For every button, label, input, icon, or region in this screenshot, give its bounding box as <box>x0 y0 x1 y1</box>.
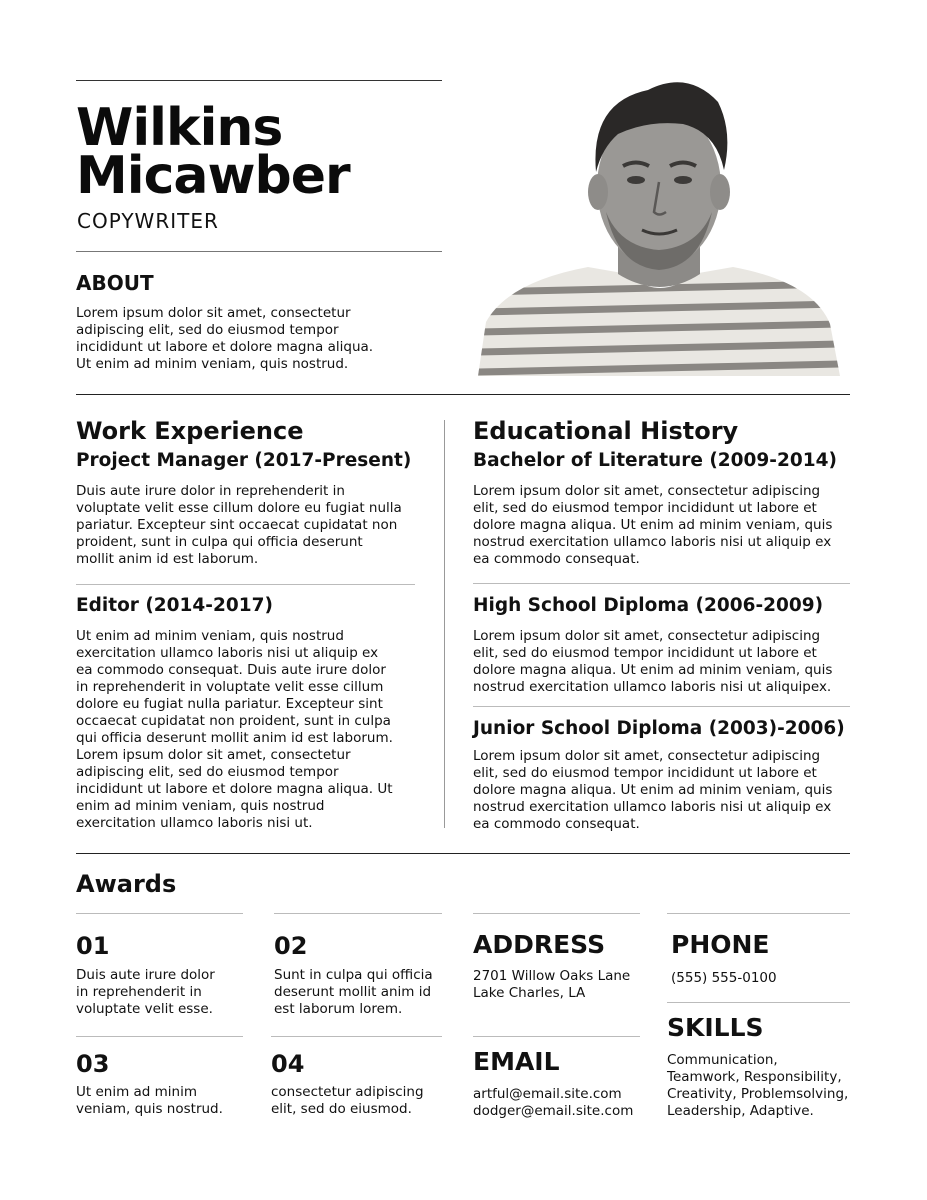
job-line: voluptate velit esse cillum dolore eu fugiat nulla <box>76 500 402 516</box>
award-line: Duis aute irure dolor <box>76 967 215 983</box>
education-title-2: High School Diploma (2006-2009) <box>473 595 824 616</box>
job-line: in reprehenderit in voluptate velit esse cillum <box>76 679 384 695</box>
address-heading: ADDRESS <box>473 930 606 959</box>
job-line: qui officia deserunt mollit anim id est laborum. <box>76 730 393 746</box>
award-line: consectetur adipiscing <box>271 1084 424 1100</box>
award-line: elit, sed do eiusmod. <box>271 1101 412 1117</box>
column-divider <box>444 420 445 828</box>
education-description-3 <box>473 748 851 833</box>
section-divider-bottom <box>76 853 850 854</box>
job-line: exercitation ullamco laboris nisi ut aliquip ex <box>76 645 379 661</box>
education-title-1: Bachelor of Literature (2009-2014) <box>473 450 837 471</box>
education-line: ea commodo consequat. <box>473 551 640 567</box>
education-description-1 <box>473 483 851 568</box>
award-line: veniam, quis nostrud. <box>76 1101 223 1117</box>
award-line: in reprehenderit in <box>76 984 202 1000</box>
job-line: ea commodo consequat. Duis aute irure dolor <box>76 662 386 678</box>
address-text <box>473 968 653 1002</box>
skills-heading: SKILLS <box>667 1013 764 1042</box>
skills-line: Leadership, Adaptive. <box>667 1103 814 1119</box>
eye-left <box>627 176 645 184</box>
education-divider-1 <box>473 583 850 584</box>
education-line: Lorem ipsum dolor sit amet, consectetur adipiscing <box>473 748 821 764</box>
email-text <box>473 1086 663 1120</box>
skills-rule <box>667 1002 850 1003</box>
work-divider <box>76 584 415 585</box>
email-line[interactable]: dodger@email.site.com <box>473 1103 634 1119</box>
award-number-1: 01 <box>76 932 110 960</box>
job-line: exercitation ullamco laboris nisi ut. <box>76 815 313 831</box>
award-text-3 <box>76 1084 251 1118</box>
award-line: Ut enim ad minim <box>76 1084 198 1100</box>
education-description-2 <box>473 628 851 696</box>
job-description-2 <box>76 628 421 832</box>
email-line[interactable]: artful@email.site.com <box>473 1086 622 1102</box>
award-text-2 <box>274 967 454 1018</box>
job-line: Duis aute irure dolor in reprehenderit in <box>76 483 345 499</box>
about-line: Ut enim ad minim veniam, quis nostrud. <box>76 356 349 372</box>
education-line: ea commodo consequat. <box>473 816 640 832</box>
education-line: dolore magna aliqua. Ut enim ad minim veniam, quis <box>473 662 833 678</box>
award-rule-1 <box>76 913 243 914</box>
award-rule-4 <box>271 1036 442 1037</box>
education-divider-2 <box>473 706 850 707</box>
awards-heading: Awards <box>76 870 177 898</box>
award-number-2: 02 <box>274 932 308 960</box>
education-line: Lorem ipsum dolor sit amet, consectetur adipiscing <box>473 483 821 499</box>
skills-line: Communication, <box>667 1052 778 1068</box>
education-title-3: Junior School Diploma (2003)-2006) <box>473 718 845 739</box>
phone-rule <box>667 913 850 914</box>
award-line: deserunt mollit anim id <box>274 984 432 1000</box>
job-line: proident, sunt in culpa qui officia deserunt <box>76 534 363 550</box>
last-name: Micawber <box>76 146 350 206</box>
skills-text <box>667 1052 852 1120</box>
award-rule-2 <box>274 913 442 914</box>
about-heading: ABOUT <box>76 271 154 295</box>
education-heading: Educational History <box>473 417 739 445</box>
education-line: nostrud exercitation ullamco laboris nisi ut aliquip ex <box>473 534 832 550</box>
email-rule <box>473 1036 640 1037</box>
about-line: adipiscing elit, sed do eiusmod tempor <box>76 322 339 338</box>
job-line: occaecat cupidatat non proident, sunt in culpa <box>76 713 391 729</box>
email-heading: EMAIL <box>473 1047 560 1076</box>
job-line: dolore eu fugiat nulla pariatur. Excepteur sint <box>76 696 383 712</box>
skills-line: Creativity, Problemsolving, <box>667 1086 849 1102</box>
address-rule <box>473 913 640 914</box>
address-line: 2701 Willow Oaks Lane <box>473 968 631 984</box>
education-line: elit, sed do eiusmod tempor incididunt ut labore et <box>473 500 817 516</box>
first-name: Wilkins <box>76 98 283 158</box>
education-line: Lorem ipsum dolor sit amet, consectetur adipiscing <box>473 628 821 644</box>
eye-right <box>674 176 692 184</box>
education-line: nostrud exercitation ullamco laboris nisi ut aliquipex. <box>473 679 832 695</box>
job-line: enim ad minim veniam, quis nostrud <box>76 798 325 814</box>
work-heading: Work Experience <box>76 417 304 445</box>
address-line: Lake Charles, LA <box>473 985 586 1001</box>
about-line: incididunt ut labore et dolore magna aliqua. <box>76 339 374 355</box>
award-line: Sunt in culpa qui officia <box>274 967 433 983</box>
education-line: dolore magna aliqua. Ut enim ad minim veniam, quis <box>473 782 833 798</box>
education-line: elit, sed do eiusmod tempor incididunt ut labore et <box>473 645 817 661</box>
job-title: COPYWRITER <box>77 209 219 233</box>
ear-right <box>710 174 730 210</box>
about-text <box>76 305 436 373</box>
education-line: dolore magna aliqua. Ut enim ad minim veniam, quis <box>473 517 833 533</box>
job-title-1: Project Manager (2017-Present) <box>76 450 412 471</box>
award-number-3: 03 <box>76 1050 110 1078</box>
header-top-rule <box>76 80 442 81</box>
award-rule-3 <box>76 1036 243 1037</box>
award-text-4 <box>271 1084 451 1118</box>
skills-line: Teamwork, Responsibility, <box>667 1069 842 1085</box>
job-line: Lorem ipsum dolor sit amet, consectetur <box>76 747 351 763</box>
job-description-1 <box>76 483 421 568</box>
section-divider-top <box>76 394 850 395</box>
award-line: voluptate velit esse. <box>76 1001 213 1017</box>
award-number-4: 04 <box>271 1050 305 1078</box>
award-text-1 <box>76 967 251 1018</box>
education-line: nostrud exercitation ullamco laboris nisi ut aliquip ex <box>473 799 832 815</box>
job-line: adipiscing elit, sed do eiusmod tempor <box>76 764 339 780</box>
job-title-2: Editor (2014-2017) <box>76 595 273 616</box>
phone-number[interactable]: (555) 555-0100 <box>671 970 777 986</box>
job-line: incididunt ut labore et dolore magna aliqua. Ut <box>76 781 393 797</box>
education-line: elit, sed do eiusmod tempor incididunt ut labore et <box>473 765 817 781</box>
header-bottom-rule <box>76 251 442 252</box>
job-line: mollit anim id est laborum. <box>76 551 259 567</box>
award-line: est laborum lorem. <box>274 1001 403 1017</box>
phone-heading: PHONE <box>671 930 770 959</box>
portrait-photo <box>478 62 840 376</box>
job-line: Ut enim ad minim veniam, quis nostrud <box>76 628 344 644</box>
job-line: pariatur. Excepteur sint occaecat cupidatat non <box>76 517 398 533</box>
ear-left <box>588 174 608 210</box>
about-line: Lorem ipsum dolor sit amet, consectetur <box>76 305 351 321</box>
